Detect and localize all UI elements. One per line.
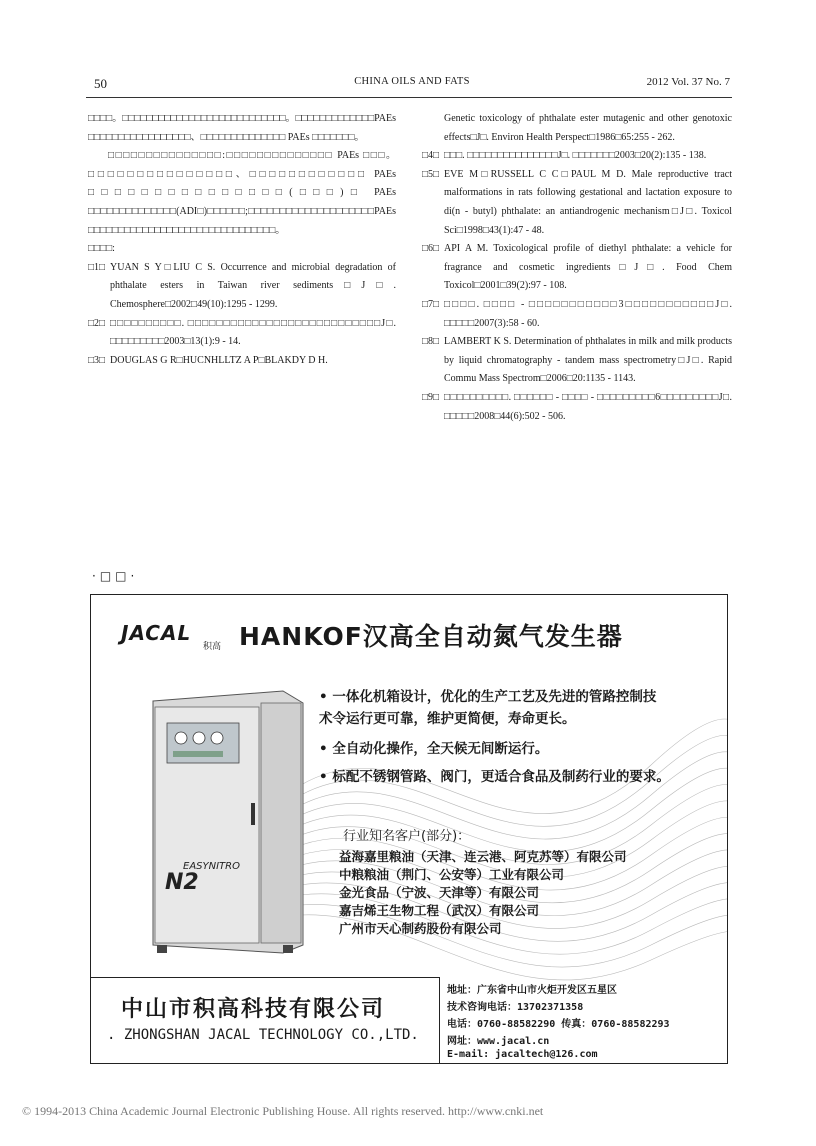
contact-line: 地址：广东省中山市火炬开发区五星区 — [447, 985, 617, 996]
advertisement — [90, 594, 728, 1064]
left-column — [88, 110, 396, 370]
reference-text: Genetic toxicology of phthalate ester mutagenic and other genotoxic effects□J□. Environ Health Perspect□1986□65:255 - 262. — [444, 113, 732, 143]
reference-text: □□□. □□□□□□□□□□□□□□□J□. □□□□□□□2003□20(2):135 - 138. — [444, 150, 707, 162]
feature-line: • 标配不锈钢管路、阀门，更适合食品及制药行业的要求。 — [319, 769, 670, 785]
reference-item — [422, 240, 732, 296]
reference-number: □5□ — [422, 168, 440, 180]
feature-line: 术令运行更可靠，维护更简便，寿命更长。 — [319, 711, 576, 727]
right-column — [422, 110, 732, 426]
reference-text: API A M. Toxicological profile of diethyl phthalate: a vehicle for fragrance and cosmetic ingredients□J□. Food Chem Toxicol□2001□39(2):97 - 108. — [444, 243, 732, 292]
reference-item — [88, 352, 396, 371]
reference-number: □4□ — [422, 150, 440, 162]
contact-line: 技术咨询电话：13702371358 — [447, 1002, 584, 1013]
client-item: 嘉吉烯王生物工程（武汉）有限公司 — [339, 903, 540, 918]
feature-line: • 一体化机箱设计，优化的生产工艺及先进的管路控制技 — [319, 689, 657, 705]
jacal-logo: JACAL — [121, 621, 192, 645]
client-item: 中粮粮油（荆门、公安等）工业有限公司 — [339, 867, 565, 882]
header-rule — [86, 97, 732, 98]
company-name-cn: 中山市积高科技有限公司 — [121, 997, 386, 1022]
body-paragraph: □□□□□□□□□□□□□□□:□□□□□□□□□□□□□□ PAEs □□□。□□□□□□□□□□□□□□□、□□□□□□□□□□□□ PAEs □□□□□□□□□□□□□□□(□□□)□ PAEs □□□□□□□□□□□□□□(ADI□)□□□□□□;□□□□□□□□□□□□□□□□□□□□PAEs □□□□□□□□□□□□□□□□□□□□□□□□□□□□□□□。 — [88, 150, 396, 236]
feature-line: • 全自动化操作，全天候无间断运行。 — [319, 741, 549, 757]
company-name-en: . ZHONGSHAN JACAL TECHNOLOGY CO.,LTD. — [107, 1027, 419, 1043]
logo-subtext: 积高 — [203, 642, 222, 652]
reference-number: □3□ — [88, 354, 106, 366]
body-paragraph: □□□□。□□□□□□□□□□□□□□□□□□□□□□□□□□□。□□□□□□□□□□□□□PAEs □□□□□□□□□□□□□□□□□、□□□□□□□□□□□□□□ PAEs □□□□□□□。 — [88, 113, 396, 143]
reference-item — [422, 110, 732, 147]
company-vertical-divider — [439, 977, 440, 1064]
reference-text: □□□□□□□□□□. □□□□□□□□□□□□□□□□□□□□□□□□□□□J□. □□□□□□□□□2003□13(1):9 - 14. — [110, 317, 396, 348]
reference-item — [422, 389, 732, 426]
company-divider — [91, 977, 439, 978]
contact-line: E-mail: jacaltech@126.com — [447, 1049, 598, 1060]
reference-item — [422, 147, 732, 166]
reference-item — [88, 259, 396, 315]
nitrogen-generator-cabinet-image — [133, 683, 305, 955]
reference-number: □8□ — [422, 336, 440, 348]
reference-number: □9□ — [422, 391, 440, 403]
reference-text: EVE M□RUSSELL C C□PAUL M D. Male reproductive tract malformations in rats following gestational and lactation exposure to di(n - butyl) phthalate: an antiandrogenic mechanism□J□. Toxicol Sci□1998□43(1):47 - 48. — [444, 168, 732, 236]
client-item: 广州市天心制药股份有限公司 — [339, 921, 502, 936]
client-item: 益海嘉里粮油（天津、连云港、阿克苏等）有限公司 — [339, 849, 627, 864]
reference-text: YUAN S Y□LIU C S. Occurrence and microbial degradation of phthalate esters in Taiwan river sediments□J□. Chemosphere□2002□49(10):1295 - 1299. — [110, 261, 396, 310]
reference-text: □□□□. □□□□ - □□□□□□□□□□□3□□□□□□□□□□□J□. □□□□□2007(3):58 - 60. — [444, 298, 732, 329]
client-item: 金光食品（宁波、天津等）有限公司 — [339, 885, 540, 900]
clients-heading: 行业知名客户(部分)： — [343, 829, 471, 844]
reference-text: DOUGLAS G R□HUCNHLLTZ A P□BLAKDY D H. — [110, 354, 328, 366]
contact-line: 电话：0760-88582290 传真：0760-88582293 — [447, 1019, 670, 1030]
machine-mark: N2 — [165, 870, 199, 895]
volume-issue: 2012 Vol. 37 No. 7 — [646, 76, 730, 88]
advertisement-tag: ·□□· — [92, 569, 139, 583]
reference-item — [422, 296, 732, 333]
page-number: 50 — [94, 76, 107, 91]
reference-number: □1□ — [88, 261, 106, 273]
ad-headline: HANKOF汉高全自动氮气发生器 — [239, 622, 623, 651]
reference-item — [88, 315, 396, 352]
running-header — [94, 76, 730, 92]
journal-name: CHINA OILS AND FATS — [354, 76, 470, 87]
reference-number: □7□ — [422, 298, 440, 310]
reference-item — [422, 166, 732, 240]
reference-item — [422, 333, 732, 389]
machine-label: EASYNITRO — [183, 861, 240, 872]
reference-text: □□□□□□□□□□. □□□□□□ - □□□□ - □□□□□□□□□6□□□□□□□□□J□. □□□□□2008□44(6):502 - 506. — [444, 391, 732, 422]
reference-number: □2□ — [88, 317, 106, 329]
copyright-footer: © 1994-2013 China Academic Journal Electronic Publishing House. All rights reserved. http://www.cnki.net — [22, 1104, 544, 1118]
reference-number: □6□ — [422, 243, 440, 255]
contact-line: 网址：www.jacal.cn — [447, 1036, 550, 1047]
references-label: □□□□: — [88, 243, 115, 255]
reference-text: LAMBERT K S. Determination of phthalates in milk and milk products by liquid chromatography - tandem mass spectrometry□J□. Rapid Commu Mass Spectrom□2006□20:1135 - 1143. — [444, 336, 732, 385]
